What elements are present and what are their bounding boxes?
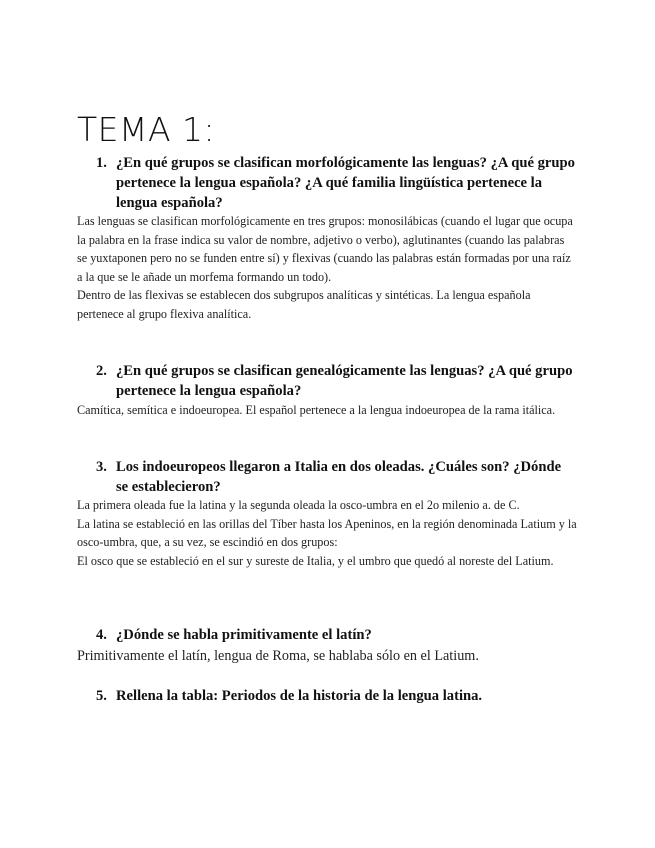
question-number: 1. xyxy=(96,155,107,171)
question-text: ¿En qué grupos se clasifican morfológicamente las lenguas? ¿A qué grupo pertenece la lengua española? ¿A qué familia lingüística pertenece la lengua española? xyxy=(116,155,575,211)
question-3 xyxy=(96,457,576,497)
question-1 xyxy=(96,153,576,213)
question-text: ¿Dónde se habla primitivamente el latín? xyxy=(116,627,372,643)
question-text: Los indoeuropeos llegaron a Italia en dos oleadas. ¿Cuáles son? ¿Dónde se establecieron? xyxy=(116,459,562,495)
question-number: 4. xyxy=(96,627,107,643)
question-number: 2. xyxy=(96,363,107,379)
answer-paragraph: Dentro de las flexivas se establecen dos subgrupos analíticas y sintéticas. La lengua española pertenece al grupo flexiva analítica. xyxy=(77,288,531,321)
question-5 xyxy=(96,686,576,706)
answer-1 xyxy=(77,212,577,324)
question-number: 3. xyxy=(96,459,107,475)
answer-3 xyxy=(77,496,577,570)
answer-paragraph: Primitivamente el latín, lengua de Roma, se hablaba sólo en el Latium. xyxy=(77,648,479,664)
answer-paragraph: La latina se estableció en las orillas del Tíber hasta los Apeninos, en la región denominada Latium y la osco-umbra, que, a su vez, se escindió en dos grupos: xyxy=(77,516,577,550)
question-2 xyxy=(96,361,576,401)
answer-paragraph: El osco que se estableció en el sur y sureste de Italia, y el umbro que quedó al noreste del Latium. xyxy=(77,553,554,568)
page-title: TEMA 1: xyxy=(77,110,216,149)
answer-4 xyxy=(77,646,577,666)
question-4 xyxy=(96,625,576,645)
answer-paragraph: Las lenguas se clasifican morfológicamente en tres grupos: monosilábicas (cuando el lugar que ocupa la palabra en la frase indica su valor de nombre, adjetivo o verbo), aglutinantes (cuando las palabras se yuxtaponen pero no se funden entre sí) y flexivas (cuando las palabras están formadas por una raíz a la que se le añade un morfema formando un todo). xyxy=(77,214,573,284)
question-text: ¿En qué grupos se clasifican genealógicamente las lenguas? ¿A qué grupo pertenece la lengua española? xyxy=(116,363,573,399)
answer-paragraph: Camítica, semítica e indoeuropea. El español pertenece a la lengua indoeuropea de la rama itálica. xyxy=(77,403,556,417)
question-text: Rellena la tabla: Periodos de la historia de la lengua latina. xyxy=(116,688,483,704)
answer-2 xyxy=(77,401,577,420)
answer-paragraph: La primera oleada fue la latina y la segunda oleada la osco-umbra en el 2o milenio a. de C. xyxy=(77,498,520,512)
question-number: 5. xyxy=(96,688,107,704)
